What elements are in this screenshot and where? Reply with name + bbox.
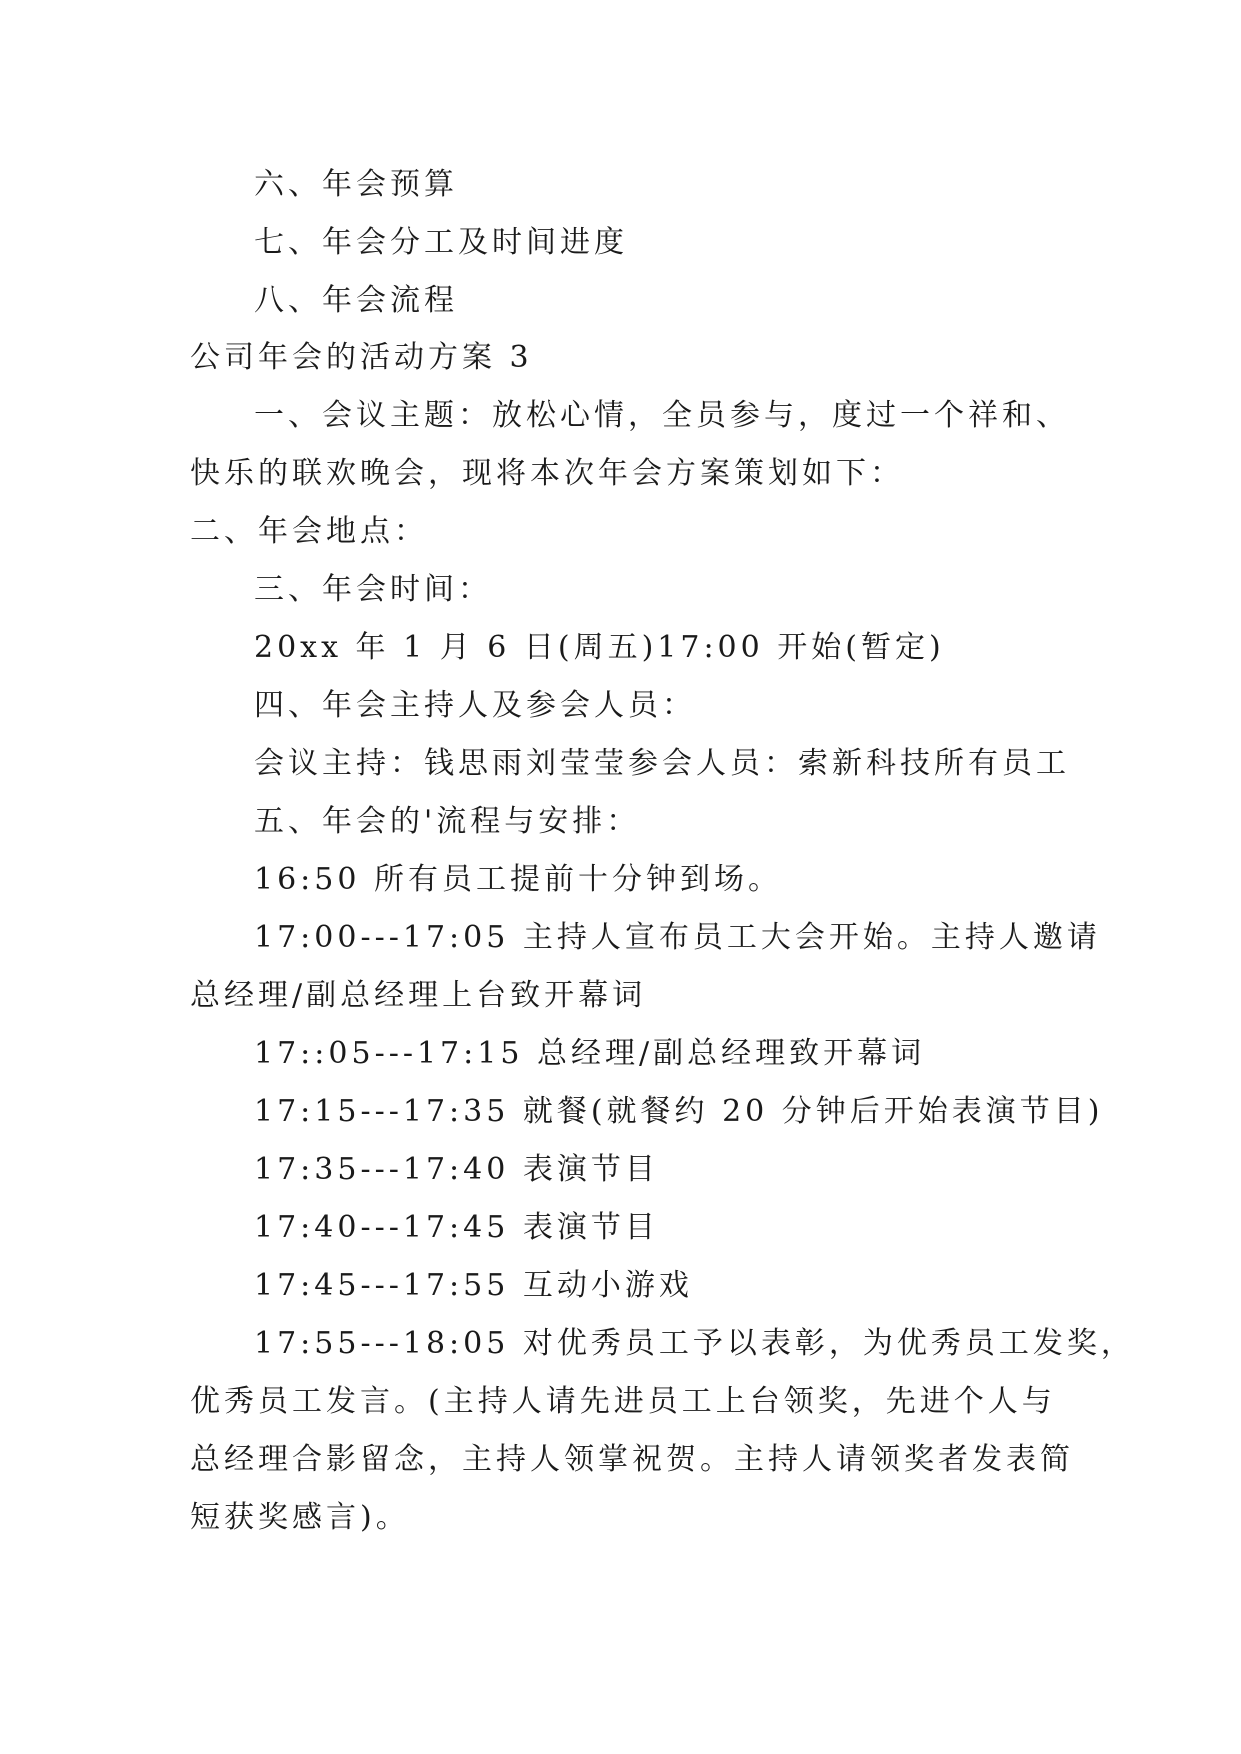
time-item: 三、年会时间：	[254, 572, 492, 607]
date-line: 20xx 年 1 月 6 日(周五)17:00 开始(暂定)	[254, 630, 945, 665]
process-item: 八、年会流程	[254, 283, 458, 318]
budget-item: 六、年会预算	[254, 167, 458, 202]
schedule-line: 短获奖感言)。	[190, 1500, 410, 1535]
schedule-line: 17:40---17:45 表演节目	[254, 1210, 659, 1245]
schedule-line: 优秀员工发言。(主持人请先进员工上台领奖，先进个人与	[190, 1384, 1056, 1419]
schedule-line: 17:45---17:55 互动小游戏	[254, 1268, 693, 1303]
schedule-line: 16:50 所有员工提前十分钟到场。	[254, 862, 782, 897]
schedule-line: 总经理/副总经理上台致开幕词	[190, 978, 647, 1013]
host-item: 四、年会主持人及参会人员：	[254, 688, 696, 723]
schedule-line: 17::05---17:15 总经理/副总经理致开幕词	[254, 1036, 926, 1071]
schedule-line: 总经理合影留念，主持人领掌祝贺。主持人请领奖者发表简	[190, 1442, 1074, 1477]
schedule-heading: 五、年会的'流程与安排：	[254, 804, 641, 839]
schedule-line: 17:35---17:40 表演节目	[254, 1152, 659, 1187]
schedule-line: 17:15---17:35 就餐(就餐约 20 分钟后开始表演节目)	[254, 1094, 1104, 1129]
paragraph-line: 快乐的联欢晚会，现将本次年会方案策划如下：	[190, 456, 904, 491]
venue-item: 二、年会地点：	[190, 514, 428, 549]
division-item: 七、年会分工及时间进度	[254, 225, 628, 260]
host-line: 会议主持：钱思雨刘莹莹参会人员：索新科技所有员工	[254, 746, 1070, 781]
schedule-line: 17:55---18:05 对优秀员工予以表彰，为优秀员工发奖，	[254, 1326, 1135, 1361]
paragraph-line: 一、会议主题：放松心情，全员参与，度过一个祥和、	[254, 398, 1070, 433]
plan-heading: 公司年会的活动方案 3	[190, 340, 533, 375]
schedule-line: 17:00---17:05 主持人宣布员工大会开始。主持人邀请	[254, 920, 1101, 955]
